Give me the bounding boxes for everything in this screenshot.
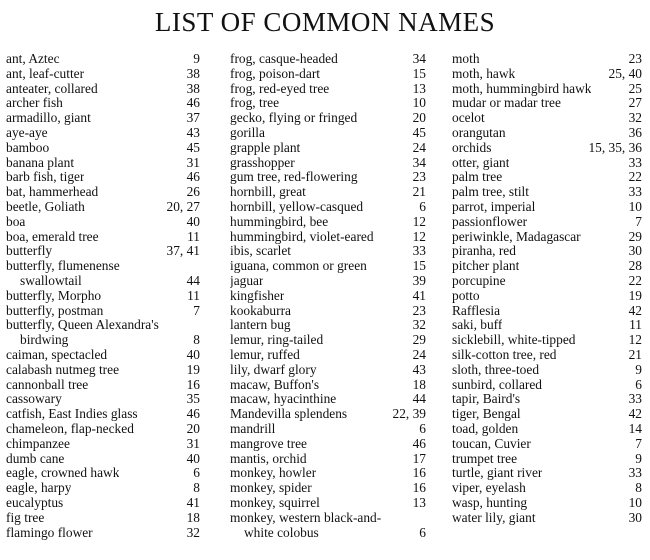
- index-column-2: [230, 52, 426, 540]
- entry-name: periwinkle, Madagascar: [452, 229, 581, 244]
- entry-pages: 14: [628, 420, 642, 436]
- entry-name: hummingbird, violet-eared: [230, 229, 374, 244]
- index-entry: [230, 407, 426, 422]
- entry-pages: 27: [628, 95, 642, 111]
- entry-pages: 46: [186, 406, 200, 422]
- entry-pages: 8: [193, 480, 200, 496]
- entry-name: grapple plant: [230, 140, 301, 155]
- entry-name: palm tree, stilt: [452, 185, 529, 200]
- index-entry: [452, 126, 642, 141]
- index-entry: [452, 363, 642, 378]
- entry-pages: 18: [186, 509, 200, 525]
- index-entry: [230, 526, 426, 541]
- entry-name: gum tree, red-flowering: [230, 170, 358, 185]
- entry-name: lantern bug: [230, 318, 291, 333]
- entry-name: piranha, red: [452, 244, 516, 259]
- entry-pages: 11: [187, 228, 200, 244]
- index-entry: [6, 259, 200, 274]
- entry-name: butterfly, Morpho: [6, 288, 102, 303]
- index-entry: [230, 422, 426, 437]
- entry-pages: 35: [186, 391, 200, 407]
- entry-pages: 11: [187, 287, 200, 303]
- entry-name: boa: [6, 214, 26, 229]
- index-entry: [230, 185, 426, 200]
- index-entry: [6, 230, 200, 245]
- entry-pages: 10: [628, 494, 642, 510]
- entry-pages: 26: [186, 184, 200, 200]
- index-entry: [6, 348, 200, 363]
- entry-pages: 43: [186, 124, 200, 140]
- entry-pages: 36: [628, 124, 642, 140]
- entry-name: gorilla: [230, 125, 265, 140]
- index-entry: [230, 481, 426, 496]
- entry-pages: 8: [193, 332, 200, 348]
- index-entry: [6, 452, 200, 467]
- entry-name: mudar or madar tree: [452, 96, 561, 111]
- entry-name: grasshopper: [230, 155, 295, 170]
- entry-name: aye-aye: [6, 125, 48, 140]
- index-entry: [452, 289, 642, 304]
- entry-name: fig tree: [6, 510, 45, 525]
- entry-pages: 16: [186, 376, 200, 392]
- entry-name: monkey, howler: [230, 466, 317, 481]
- entry-name: otter, giant: [452, 155, 510, 170]
- index-entry: [230, 348, 426, 363]
- entry-name: water lily, giant: [452, 510, 536, 525]
- entry-name: mangrove tree: [230, 436, 307, 451]
- entry-name: catfish, East Indies glass: [6, 407, 138, 422]
- entry-pages: 24: [412, 139, 426, 155]
- entry-name: hummingbird, bee: [230, 214, 329, 229]
- entry-name: bamboo: [6, 140, 50, 155]
- index-entry: [230, 378, 426, 393]
- entry-pages: 38: [186, 80, 200, 96]
- entry-pages: 20, 27: [166, 198, 200, 214]
- index-entry: [230, 141, 426, 156]
- entry-pages: 45: [186, 139, 200, 155]
- entry-pages: 23: [412, 302, 426, 318]
- entry-name: macaw, hyacinthine: [230, 392, 337, 407]
- entry-name: caiman, spectacled: [6, 347, 108, 362]
- entry-pages: 38: [186, 65, 200, 81]
- entry-pages: 19: [186, 361, 200, 377]
- entry-pages: 45: [412, 124, 426, 140]
- entry-pages: 18: [412, 376, 426, 392]
- index-column-1: [6, 52, 200, 540]
- index-entry: [230, 466, 426, 481]
- index-entry: [6, 274, 200, 289]
- entry-name: birdwing: [20, 333, 69, 348]
- index-entry: [6, 407, 200, 422]
- entry-pages: 33: [628, 154, 642, 170]
- entry-name: viper, eyelash: [452, 481, 526, 496]
- entry-pages: 13: [412, 494, 426, 510]
- entry-pages: 25: [628, 80, 642, 96]
- index-entry: [452, 466, 642, 481]
- entry-name: monkey, western black-and-: [230, 510, 382, 525]
- index-entry: [230, 318, 426, 333]
- entry-name: ant, leaf-cutter: [6, 66, 85, 81]
- index-entry: [452, 333, 642, 348]
- entry-pages: 6: [419, 198, 426, 214]
- index-entry: [6, 511, 200, 526]
- index-entry: [452, 215, 642, 230]
- entry-pages: 33: [412, 243, 426, 259]
- index-entry: [452, 82, 642, 97]
- entry-name: pitcher plant: [452, 259, 520, 274]
- entry-pages: 40: [186, 346, 200, 362]
- index-entry: [6, 378, 200, 393]
- index-entry: [452, 422, 642, 437]
- entry-pages: 9: [635, 361, 642, 377]
- entry-name: frog, casque-headed: [230, 52, 338, 66]
- entry-pages: 8: [635, 480, 642, 496]
- index-entry: [452, 170, 642, 185]
- index-entry: [6, 96, 200, 111]
- entry-name: banana plant: [6, 155, 75, 170]
- index-entry: [452, 437, 642, 452]
- index-entry: [452, 200, 642, 215]
- entry-pages: 20: [412, 110, 426, 126]
- entry-pages: 15: [412, 65, 426, 81]
- entry-name: eagle, harpy: [6, 481, 72, 496]
- index-entry: [452, 244, 642, 259]
- entry-name: toad, golden: [452, 421, 519, 436]
- entry-name: chameleon, flap-necked: [6, 421, 134, 436]
- index-entry: [452, 378, 642, 393]
- index-entry: [6, 318, 200, 333]
- entry-pages: 39: [412, 272, 426, 288]
- entry-pages: 6: [635, 376, 642, 392]
- entry-pages: 20: [186, 420, 200, 436]
- index-entry: [6, 141, 200, 156]
- entry-pages: 22: [628, 169, 642, 185]
- entry-pages: 12: [412, 228, 426, 244]
- entry-name: swallowtail: [20, 273, 82, 288]
- entry-name: butterfly: [6, 244, 53, 259]
- entry-name: cassowary: [6, 392, 62, 407]
- entry-name: cannonball tree: [6, 377, 89, 392]
- entry-name: mandrill: [230, 421, 276, 436]
- entry-pages: 16: [412, 465, 426, 481]
- entry-pages: 9: [193, 51, 200, 66]
- entry-pages: 21: [412, 184, 426, 200]
- entry-name: frog, red-eyed tree: [230, 81, 330, 96]
- entry-name: flamingo flower: [6, 525, 93, 540]
- index-entry: [230, 67, 426, 82]
- index-entry: [452, 96, 642, 111]
- entry-pages: 29: [412, 332, 426, 348]
- entry-pages: 44: [186, 272, 200, 288]
- index-entry: [6, 52, 200, 67]
- entry-name: boa, emerald tree: [6, 229, 99, 244]
- index-entry: [230, 452, 426, 467]
- entry-pages: 22, 39: [392, 406, 426, 422]
- entry-name: parrot, imperial: [452, 199, 536, 214]
- index-entry: [6, 170, 200, 185]
- index-entry: [6, 126, 200, 141]
- entry-name: mantis, orchid: [230, 451, 307, 466]
- index-entry: [230, 259, 426, 274]
- entry-name: chimpanzee: [6, 436, 70, 451]
- entry-name: moth, hawk: [452, 66, 516, 81]
- entry-pages: 37, 41: [166, 243, 200, 259]
- index-entry: [452, 304, 642, 319]
- index-entry: [6, 392, 200, 407]
- entry-name: anteater, collared: [6, 81, 98, 96]
- entry-name: jaguar: [230, 273, 264, 288]
- entry-pages: 6: [193, 465, 200, 481]
- entry-name: eucalyptus: [6, 495, 64, 510]
- entry-pages: 23: [628, 51, 642, 66]
- entry-name: tiger, Bengal: [452, 407, 521, 422]
- index-entry: [6, 481, 200, 496]
- entry-pages: 12: [628, 332, 642, 348]
- entry-pages: 41: [412, 287, 426, 303]
- entry-name: dumb cane: [6, 451, 65, 466]
- entry-name: trumpet tree: [452, 451, 518, 466]
- index-entry: [452, 259, 642, 274]
- index-entry: [6, 363, 200, 378]
- entry-pages: 44: [412, 391, 426, 407]
- entry-name: wasp, hunting: [452, 495, 528, 510]
- entry-pages: 46: [186, 95, 200, 111]
- entry-pages: 6: [419, 420, 426, 436]
- index-entry: [230, 82, 426, 97]
- index-entry: [230, 437, 426, 452]
- index-entry: [452, 274, 642, 289]
- index-entry: [452, 496, 642, 511]
- entry-pages: 46: [412, 435, 426, 451]
- entry-pages: 13: [412, 80, 426, 96]
- index-column-3: [452, 52, 642, 526]
- entry-name: hornbill, great: [230, 185, 306, 200]
- entry-pages: 9: [635, 450, 642, 466]
- entry-name: turtle, giant river: [452, 466, 543, 481]
- index-entry: [452, 481, 642, 496]
- entry-name: hornbill, yellow-casqued: [230, 199, 364, 214]
- entry-name: lily, dwarf glory: [230, 362, 317, 377]
- entry-name: white colobus: [244, 525, 319, 540]
- entry-name: moth: [452, 52, 480, 66]
- entry-name: frog, tree: [230, 96, 280, 111]
- entry-pages: 33: [628, 465, 642, 481]
- index-entry: [452, 52, 642, 67]
- entry-pages: 25, 40: [608, 65, 642, 81]
- index-entry: [6, 67, 200, 82]
- entry-pages: 31: [186, 435, 200, 451]
- index-entry: [6, 526, 200, 541]
- entry-pages: 40: [186, 450, 200, 466]
- entry-name: orangutan: [452, 125, 506, 140]
- entry-name: frog, poison-dart: [230, 66, 320, 81]
- entry-name: sicklebill, white-tipped: [452, 333, 576, 348]
- entry-pages: 16: [412, 480, 426, 496]
- index-entry: [452, 230, 642, 245]
- index-entry: [230, 170, 426, 185]
- entry-name: sloth, three-toed: [452, 362, 540, 377]
- index-entry: [452, 141, 642, 156]
- entry-name: lemur, ruffed: [230, 347, 300, 362]
- index-entry: [6, 437, 200, 452]
- index-entry: [452, 185, 642, 200]
- entry-pages: 10: [412, 95, 426, 111]
- index-entry: [230, 304, 426, 319]
- entry-name: kookaburra: [230, 303, 291, 318]
- entry-name: butterfly, Queen Alexandra's: [6, 318, 159, 333]
- index-entry: [230, 289, 426, 304]
- page-title: LIST OF COMMON NAMES: [154, 7, 496, 37]
- index-entry: [230, 215, 426, 230]
- entry-pages: 6: [419, 524, 426, 540]
- entry-pages: 23: [412, 169, 426, 185]
- entry-name: orchids: [452, 140, 492, 155]
- entry-pages: 31: [186, 154, 200, 170]
- index-entry: [452, 348, 642, 363]
- entry-pages: 11: [629, 317, 642, 333]
- index-entry: [230, 111, 426, 126]
- entry-pages: 19: [628, 287, 642, 303]
- entry-name: butterfly, flumenense: [6, 259, 120, 274]
- entry-name: toucan, Cuvier: [452, 436, 531, 451]
- entry-name: saki, buff: [452, 318, 503, 333]
- entry-name: Mandevilla splendens: [230, 407, 348, 422]
- index-entry: [452, 511, 642, 526]
- index-entry: [452, 318, 642, 333]
- entry-pages: 10: [628, 198, 642, 214]
- index-entry: [6, 496, 200, 511]
- index-entry: [230, 333, 426, 348]
- entry-pages: 34: [412, 51, 426, 66]
- index-entry: [6, 466, 200, 481]
- entry-name: passionflower: [452, 214, 528, 229]
- index-entry: [230, 126, 426, 141]
- index-entry: [6, 333, 200, 348]
- index-entry: [6, 304, 200, 319]
- index-entry: [6, 111, 200, 126]
- index-entry: [6, 82, 200, 97]
- entry-name: macaw, Buffon's: [230, 377, 320, 392]
- index-entry: [230, 200, 426, 215]
- entry-pages: 30: [628, 509, 642, 525]
- index-entry: [230, 96, 426, 111]
- entry-pages: 29: [628, 228, 642, 244]
- entry-name: butterfly, postman: [6, 303, 104, 318]
- index-entry: [230, 274, 426, 289]
- entry-pages: 7: [635, 213, 642, 229]
- entry-name: porcupine: [452, 273, 506, 288]
- index-entry: [452, 67, 642, 82]
- entry-pages: 46: [186, 169, 200, 185]
- index-entry: [452, 392, 642, 407]
- entry-pages: 17: [412, 450, 426, 466]
- entry-pages: 32: [186, 524, 200, 540]
- entry-name: Rafflesia: [452, 303, 501, 318]
- entry-pages: 42: [628, 406, 642, 422]
- index-entry: [452, 407, 642, 422]
- entry-name: eagle, crowned hawk: [6, 466, 120, 481]
- entry-pages: 7: [635, 435, 642, 451]
- entry-name: archer fish: [6, 96, 63, 111]
- entry-pages: 15: [412, 258, 426, 274]
- index-entry: [230, 156, 426, 171]
- index-entry: [6, 422, 200, 437]
- entry-name: moth, hummingbird hawk: [452, 81, 592, 96]
- index-entry: [230, 511, 426, 526]
- index-entry: [6, 215, 200, 230]
- entry-name: silk-cotton tree, red: [452, 347, 557, 362]
- entry-pages: 7: [193, 302, 200, 318]
- entry-name: iguana, common or green: [230, 259, 367, 274]
- entry-name: ibis, scarlet: [230, 244, 291, 259]
- entry-name: ant, Aztec: [6, 52, 60, 66]
- index-entry: [230, 230, 426, 245]
- entry-name: potto: [452, 288, 480, 303]
- entry-pages: 33: [628, 391, 642, 407]
- entry-name: armadillo, giant: [6, 111, 91, 126]
- index-entry: [230, 244, 426, 259]
- entry-pages: 24: [412, 346, 426, 362]
- index-entry: [452, 452, 642, 467]
- entry-name: beetle, Goliath: [6, 199, 85, 214]
- entry-name: monkey, spider: [230, 481, 312, 496]
- entry-pages: 37: [186, 110, 200, 126]
- entry-pages: 32: [628, 110, 642, 126]
- entry-pages: 40: [186, 213, 200, 229]
- entry-name: bat, hammerhead: [6, 185, 99, 200]
- entry-name: gecko, flying or fringed: [230, 111, 358, 126]
- entry-pages: 32: [412, 317, 426, 333]
- entry-name: barb fish, tiger: [6, 170, 85, 185]
- entry-pages: 41: [186, 494, 200, 510]
- index-entry: [6, 156, 200, 171]
- index-entry: [230, 52, 426, 67]
- entry-pages: 28: [628, 258, 642, 274]
- index-entry: [6, 289, 200, 304]
- entry-pages: 22: [628, 272, 642, 288]
- index-entry: [230, 392, 426, 407]
- entry-pages: 43: [412, 361, 426, 377]
- index-entry: [6, 185, 200, 200]
- entry-name: ocelot: [452, 111, 485, 126]
- index-entry: [230, 363, 426, 378]
- entry-pages: 42: [628, 302, 642, 318]
- entry-pages: 12: [412, 213, 426, 229]
- entry-name: kingfisher: [230, 288, 285, 303]
- entry-pages: 21: [628, 346, 642, 362]
- entry-pages: 15, 35, 36: [588, 139, 642, 155]
- entry-name: lemur, ring-tailed: [230, 333, 324, 348]
- entry-name: palm tree: [452, 170, 503, 185]
- index-entry: [6, 200, 200, 215]
- index-entry: [230, 496, 426, 511]
- entry-pages: 34: [412, 154, 426, 170]
- entry-name: tapir, Baird's: [452, 392, 521, 407]
- index-entry: [452, 111, 642, 126]
- entry-pages: 33: [628, 184, 642, 200]
- entry-pages: 30: [628, 243, 642, 259]
- index-entry: [6, 244, 200, 259]
- entry-name: calabash nutmeg tree: [6, 362, 120, 377]
- index-entry: [452, 156, 642, 171]
- entry-name: monkey, squirrel: [230, 495, 320, 510]
- entry-name: sunbird, collared: [452, 377, 542, 392]
